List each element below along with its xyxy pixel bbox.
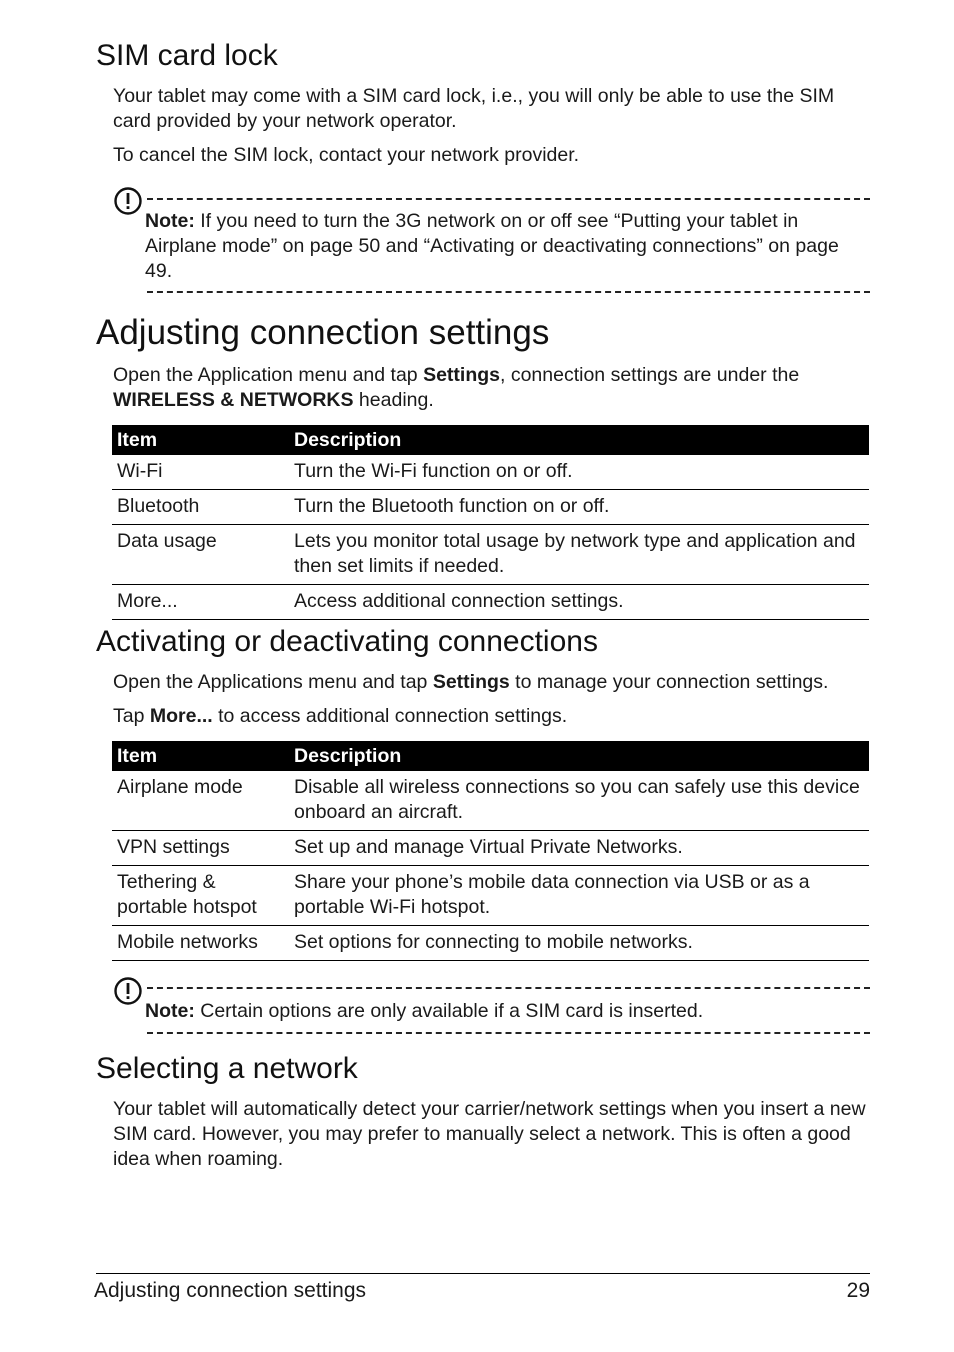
- caution-icon: [113, 976, 143, 1006]
- note-body: If you need to turn the 3G network on or off see “Putting your tablet in Airplane mode” on page 50 and “Activating or deactivating connections” on page 49.: [145, 210, 839, 282]
- footer-divider: [96, 1273, 870, 1274]
- activating-connections-table: [112, 741, 869, 961]
- section-heading-sim-card-lock: SIM card lock: [96, 39, 278, 72]
- section-heading-activating: Activating or deactivating connections: [96, 625, 598, 658]
- table-header-row: [112, 425, 869, 455]
- column-header-item: Item: [112, 741, 289, 771]
- sim-lock-paragraph-1: Your tablet may come with a SIM card lock, i.e., you will only be able to use the SIM card provided by your network operator.: [113, 85, 835, 132]
- page-number: 29: [846, 1279, 870, 1302]
- sim-lock-paragraph-2: To cancel the SIM lock, contact your network provider.: [113, 144, 580, 166]
- note-bottom-divider: [147, 1032, 870, 1034]
- note-box-sim-card: [113, 975, 870, 1037]
- table-row: [112, 926, 869, 961]
- table-header-row: [112, 741, 869, 771]
- section-heading-selecting-network: Selecting a network: [96, 1052, 358, 1085]
- column-header-item: Item: [112, 425, 289, 455]
- table-cell-item: Wi-Fi: [112, 455, 289, 490]
- table-cell-item: Airplane mode: [112, 771, 289, 831]
- table-cell-description: Turn the Bluetooth function on or off.: [289, 490, 869, 525]
- table-cell-description: Lets you monitor total usage by network type and application and then set limits if needed.: [289, 525, 869, 585]
- activating-paragraph-2: Tap More... to access additional connection settings.: [113, 705, 568, 727]
- table-row: [112, 455, 869, 490]
- table-row: [112, 585, 869, 620]
- column-header-description: Description: [289, 425, 869, 455]
- table-cell-item: More...: [112, 585, 289, 620]
- table-row: [112, 866, 869, 926]
- note-body: Certain options are only available if a SIM card is inserted.: [194, 1000, 704, 1022]
- note-text: [145, 999, 860, 1024]
- caution-icon: [113, 186, 143, 216]
- table-row: [112, 831, 869, 866]
- table-cell-description: Set up and manage Virtual Private Networks.: [289, 831, 869, 866]
- table-row: [112, 525, 869, 585]
- note-top-divider: [147, 987, 870, 989]
- table-row: [112, 771, 869, 831]
- note-text: [145, 209, 860, 284]
- note-top-divider: [147, 198, 870, 200]
- table-cell-description: Set options for connecting to mobile networks.: [289, 926, 869, 961]
- adjusting-intro: Open the Application menu and tap Settings, connection settings are under the WIRELESS & NETWORKS heading.: [113, 364, 800, 411]
- note-bottom-divider: [147, 291, 870, 293]
- note-label: Note:: [145, 1000, 195, 1022]
- table-cell-item: Tethering & portable hotspot: [112, 866, 289, 926]
- column-header-description: Description: [289, 741, 869, 771]
- footer-title: Adjusting connection settings: [94, 1279, 367, 1302]
- table-cell-description: Turn the Wi-Fi function on or off.: [289, 455, 869, 490]
- table-row: [112, 490, 869, 525]
- note-label: Note:: [145, 210, 195, 232]
- table-cell-item: Bluetooth: [112, 490, 289, 525]
- table-cell-item: Data usage: [112, 525, 289, 585]
- table-cell-item: Mobile networks: [112, 926, 289, 961]
- table-cell-description: Share your phone’s mobile data connection via USB or as a portable Wi-Fi hotspot.: [289, 866, 869, 926]
- table-cell-item: VPN settings: [112, 831, 289, 866]
- page-title: Adjusting connection settings: [96, 313, 550, 352]
- table-cell-description: Access additional connection settings.: [289, 585, 869, 620]
- connection-settings-table: [112, 425, 869, 620]
- selecting-network-paragraph: Your tablet will automatically detect your carrier/network settings when you insert a new SIM card. However, you may prefer to manually select a network. This is often a good idea when roaming.: [113, 1098, 866, 1170]
- note-box-3g: [113, 185, 870, 295]
- activating-paragraph-1: Open the Applications menu and tap Settings to manage your connection settings.: [113, 671, 829, 693]
- table-cell-description: Disable all wireless connections so you can safely use this device onboard an aircraft.: [289, 771, 869, 831]
